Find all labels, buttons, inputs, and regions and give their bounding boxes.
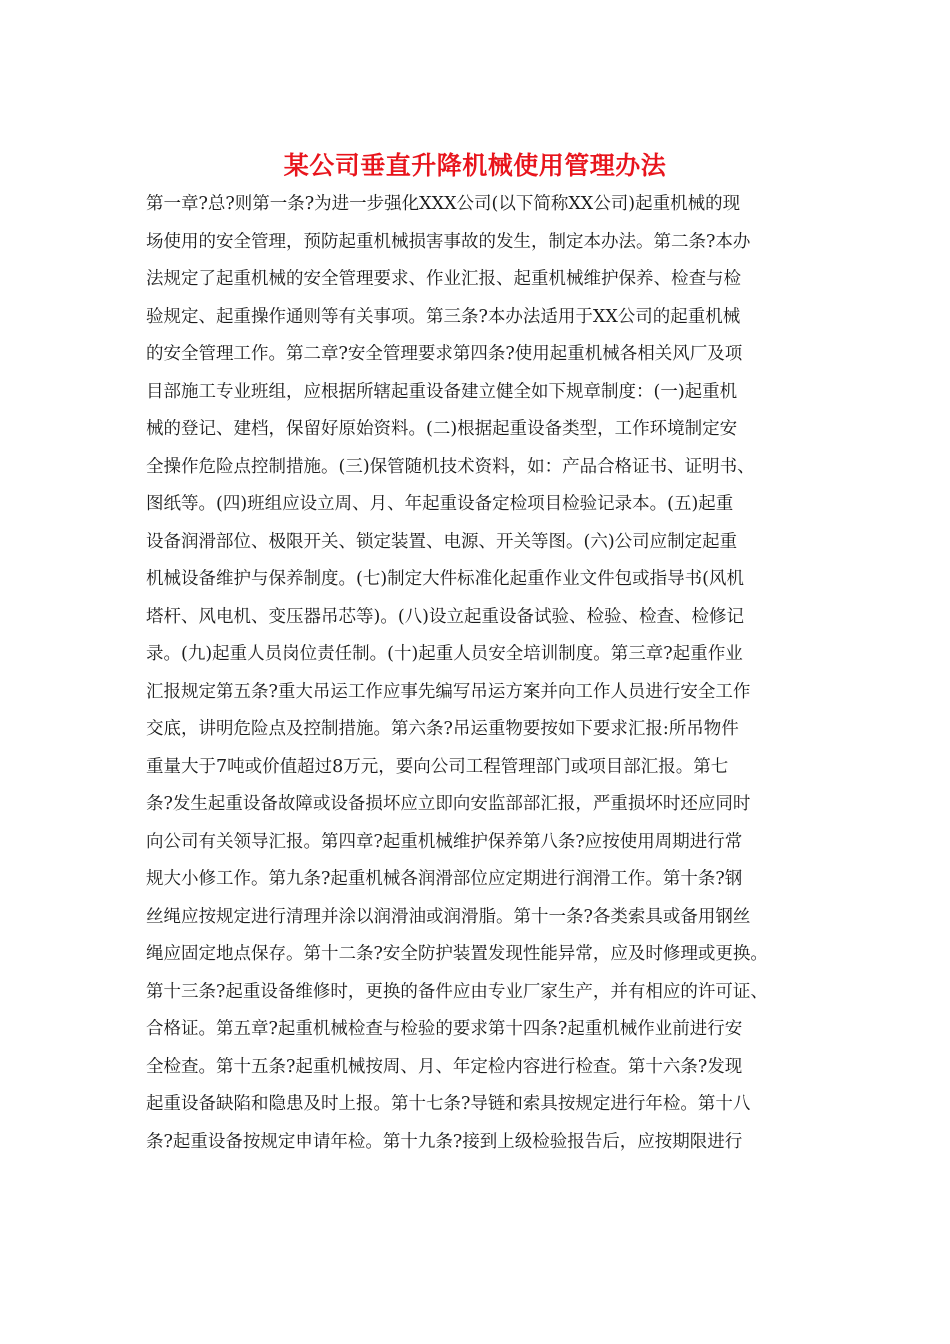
body-text-line: 全操作危险点控制措施。(三)保管随机技术资料，如：产品合格证书、证明书、	[146, 456, 755, 477]
body-text-line: 机械设备维护与保养制度。(七)制定大件标准化起重作业文件包或指导书(风机	[146, 569, 744, 589]
body-text-line: 塔杆、风电机、变压器吊芯等)。(八)设立起重设备试验、检验、检查、检修记	[146, 606, 744, 627]
body-text-line: 交底，讲明危险点及控制措施。第六条?吊运重物要按如下要求汇报:所吊物件	[146, 719, 739, 739]
body-text-line: 起重设备缺陷和隐患及时上报。第十七条?导链和索具按规定进行年检。第十八	[146, 1094, 751, 1114]
body-text-line: 录。(九)起重人员岗位责任制。(十)起重人员安全培训制度。第三章?起重作业	[146, 644, 743, 664]
body-text-line: 汇报规定第五条?重大吊运工作应事先编写吊运方案并向工作人员进行安全工作	[146, 681, 751, 702]
body-text-line: 验规定、起重操作通则等有关事项。第三条?本办法适用于XX公司的起重机械	[146, 306, 741, 327]
body-text-line: 条?起重设备按规定申请年检。第十九条?接到上级检验报告后，应按期限进行	[146, 1131, 743, 1152]
body-text-line: 目部施工专业班组，应根据所辖起重设备建立健全如下规章制度：(一)起重机	[146, 381, 738, 402]
body-text-line: 第一章?总?则第一条?为进一步强化XXX公司(以下简称XX公司)起重机械的现	[146, 194, 741, 214]
body-text-line: 的安全管理工作。第二章?安全管理要求第四条?使用起重机械各相关风厂及项	[146, 344, 743, 364]
body-text-line: 第十三条?起重设备维修时，更换的备件应由专业厂家生产，并有相应的许可证、	[146, 981, 768, 1002]
body-text-line: 丝绳应按规定进行清理并涂以润滑油或润滑脂。第十一条?各类索具或备用钢丝	[146, 906, 751, 927]
body-text-line: 合格证。第五章?起重机械检查与检验的要求第十四条?起重机械作业前进行安	[146, 1019, 743, 1039]
body-text-line: 图纸等。(四)班组应设立周、月、年起重设备定检项目检验记录本。(五)起重	[146, 494, 734, 514]
body-text-line: 条?发生起重设备故障或设备损坏应立即向安监部部汇报，严重损坏时还应同时	[146, 794, 751, 814]
body-text-line: 场使用的安全管理，预防起重机械损害事故的发生，制定本办法。第二条?本办	[146, 231, 751, 252]
body-text-line: 械的登记、建档，保留好原始资料。(二)根据起重设备类型，工作环境制定安	[146, 419, 738, 439]
body-text-line: 法规定了起重机械的安全管理要求、作业汇报、起重机械维护保养、检查与检	[146, 269, 741, 289]
body-text-line: 重量大于7吨或价值超过8万元，要向公司工程管理部门或项目部汇报。第七	[146, 756, 729, 777]
body-text-line: 规大小修工作。第九条?起重机械各润滑部位应定期进行润滑工作。第十条?钢	[146, 869, 743, 889]
document-title: 某公司垂直升降机械使用管理办法	[283, 151, 667, 180]
document-body	[146, 186, 826, 1161]
body-text-line: 向公司有关领导汇报。第四章?起重机械维护保养第八条?应按使用周期进行常	[146, 831, 743, 852]
body-text-line: 全检查。第十五条?起重机械按周、月、年定检内容进行检查。第十六条?发现	[146, 1056, 743, 1077]
body-text-line: 绳应固定地点保存。第十二条?安全防护装置发现性能异常，应及时修理或更换。	[146, 944, 768, 964]
body-text-line: 设备润滑部位、极限开关、锁定装置、电源、开关等图。(六)公司应制定起重	[146, 531, 738, 552]
